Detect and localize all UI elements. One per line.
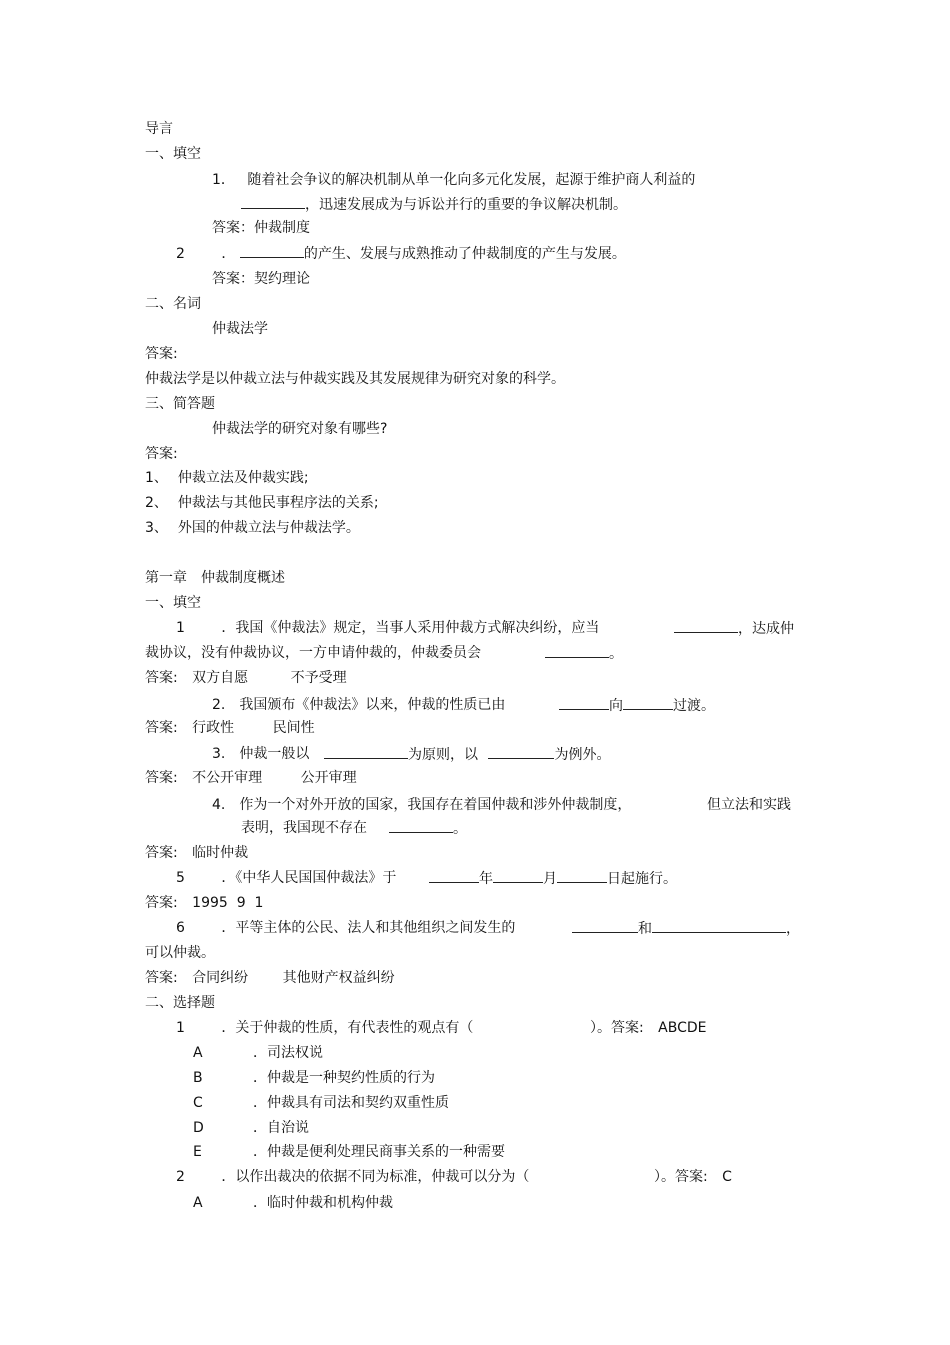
ch1-q6-line1: [176, 919, 515, 937]
choice-option: [193, 1044, 323, 1062]
option-letter: D: [193, 1120, 204, 1136]
list-text: 仲裁法与其他民事程序法的关系;: [177, 495, 379, 511]
question-number: 5: [176, 870, 185, 886]
option-letter: A: [193, 1045, 203, 1061]
ch1-choice-q1: [176, 1019, 473, 1037]
answer-value: C: [722, 1169, 732, 1185]
ch1-q2-line: [212, 696, 505, 714]
question-text: ．以作出裁决的依据不同为标准，仲裁可以分为（: [221, 1169, 530, 1185]
ch1-q5-line: [176, 869, 396, 887]
question-number: 1．: [212, 172, 235, 188]
option-letter: B: [193, 1070, 203, 1086]
ch1-q1-line1-end: [674, 619, 794, 638]
question-number: 2: [176, 1169, 185, 1185]
intro-short-heading: 三、简答题: [145, 396, 215, 412]
answer-blank: [241, 195, 305, 209]
answer-blank: [429, 869, 479, 883]
choice-option: [193, 1143, 505, 1161]
list-number: 2、: [145, 495, 168, 511]
question-text: 向: [609, 698, 623, 714]
answer-value: 双方自愿: [192, 670, 249, 686]
intro-term-item: 仲裁法学: [212, 321, 268, 337]
question-text: ．我国《仲裁法》规定，当事人采用仲裁方式解决纠纷，应当: [221, 620, 600, 636]
ch1-q2-line-end: [559, 696, 715, 715]
option-text: ．临时仲裁和机构仲裁: [253, 1195, 393, 1211]
chapter1-fill-heading: 一、填空: [145, 595, 201, 611]
question-text: 4. 作为一个对外开放的国家，我国存在着国仲裁和涉外仲裁制度，: [212, 797, 632, 813]
question-text: 表明，我国现不存在: [241, 820, 367, 836]
ch1-q3-answer: [145, 769, 357, 787]
question-dot: ．: [221, 246, 236, 262]
option-text: ．仲裁是便利处理民商事关系的一种需要: [253, 1144, 505, 1160]
answer-value: 1995 9 1: [192, 895, 264, 911]
intro-term-answer-text: 仲裁法学是以仲裁立法与仲裁实践及其发展规律为研究对象的科学。: [145, 371, 565, 387]
question-text: 2. 我国颁布《仲裁法》以来，仲裁的性质已由: [212, 697, 506, 713]
option-text: ．仲裁具有司法和契约双重性质: [253, 1095, 449, 1111]
ch1-q1-answer: [145, 669, 347, 687]
choice-option: [193, 1119, 309, 1137]
ch1-choice-q1-end: [590, 1019, 707, 1037]
question-text: ，: [786, 921, 800, 937]
question-text: 。: [609, 646, 623, 662]
answer-label: 答案:: [145, 970, 178, 986]
ch1-q5-line-end: [429, 869, 677, 888]
list-number: 1、: [145, 470, 168, 486]
question-text: ，迅速发展成为与诉讼并行的重要的争议解决机制。: [305, 197, 627, 213]
answer-label: 答案:: [145, 670, 178, 686]
question-text: ．《中华人民国国仲裁法》于: [221, 870, 397, 886]
answer-blank: [324, 745, 408, 759]
question-text: 年: [479, 871, 493, 887]
answer-value: ABCDE: [658, 1020, 707, 1036]
answer-blank: [572, 919, 638, 933]
answer-blank: [623, 696, 673, 710]
choice-option: [193, 1069, 435, 1087]
answer-blank: [493, 869, 543, 883]
answer-value: 行政性: [192, 720, 235, 736]
intro-q2-line: [176, 244, 626, 263]
question-text: ．关于仲裁的性质，有代表性的观点有（: [221, 1020, 474, 1036]
question-text: 月: [543, 871, 557, 887]
answer-label: 答案:: [145, 770, 178, 786]
answer-value: 民间性: [272, 720, 315, 736]
question-text: 为原则，以: [408, 747, 478, 763]
ch1-q4-line1: [212, 796, 631, 814]
question-text: 和: [638, 921, 652, 937]
question-number: 1: [176, 620, 185, 636]
answer-blank: [674, 619, 738, 633]
answer-value: 公开审理: [300, 770, 357, 786]
option-letter: A: [193, 1195, 203, 1211]
question-text: ）。答案:: [654, 1169, 708, 1185]
intro-title: 导言: [145, 121, 173, 137]
list-number: 3、: [145, 520, 168, 536]
list-text: 仲裁立法及仲裁实践;: [177, 470, 309, 486]
intro-short-question: 仲裁法学的研究对象有哪些?: [212, 421, 388, 437]
answer-label: 答案:: [145, 895, 178, 911]
answer-value: 临时仲裁: [192, 845, 249, 861]
answer-label: 答案:: [145, 720, 178, 736]
list-item: [145, 519, 360, 537]
ch1-q2-answer: [145, 719, 315, 737]
list-item: [145, 494, 379, 512]
intro-q2-answer: 答案：契约理论: [212, 271, 310, 287]
chapter1-choice-heading: 二、选择题: [145, 995, 215, 1011]
ch1-q5-answer: [145, 894, 263, 912]
answer-blank: [545, 644, 609, 658]
question-text: 随着社会争议的解决机制从单一化向多元化发展，起源于维护商人利益的: [247, 172, 696, 188]
answer-blank: [652, 919, 786, 933]
ch1-q4-line1-end: 但立法和实践: [707, 797, 791, 813]
intro-short-answer-label: 答案:: [145, 446, 178, 462]
answer-value: 合同纠纷: [192, 970, 249, 986]
answer-blank: [488, 745, 554, 759]
question-text: 过渡。: [673, 698, 715, 714]
intro-fill-heading: 一、填空: [145, 146, 201, 162]
answer-blank: [559, 696, 609, 710]
ch1-q4-answer: [145, 844, 248, 862]
question-text: 日起施行。: [607, 871, 677, 887]
answer-blank: [389, 819, 453, 833]
answer-blank: [240, 244, 304, 258]
question-text: 。: [453, 821, 467, 837]
option-text: ．自治说: [253, 1120, 309, 1136]
option-letter: C: [193, 1095, 203, 1111]
question-number: 1: [176, 1020, 185, 1036]
list-text: 外国的仲裁立法与仲裁法学。: [177, 520, 360, 536]
intro-q1-answer: 答案：仲裁制度: [212, 220, 310, 236]
option-text: ．仲裁是一种契约性质的行为: [253, 1070, 435, 1086]
answer-value: 不予受理: [290, 670, 347, 686]
intro-term-heading: 二、名词: [145, 296, 201, 312]
question-text: ）。答案:: [590, 1020, 644, 1036]
ch1-choice-q2: [176, 1168, 529, 1186]
answer-value: 其他财产权益纠纷: [282, 970, 395, 986]
option-text: ．司法权说: [253, 1045, 323, 1061]
answer-value: 不公开审理: [192, 770, 263, 786]
ch1-q6-line2: 可以仲裁。: [145, 945, 215, 961]
ch1-q3-line-end: [324, 745, 610, 764]
question-text: 3. 仲裁一般以: [212, 746, 310, 762]
ch1-q6-line1-end: [572, 919, 800, 938]
option-letter: E: [193, 1144, 202, 1160]
ch1-q1-line2: [145, 644, 481, 662]
ch1-q1-line2-end: [545, 644, 623, 663]
question-text: 为例外。: [554, 747, 611, 763]
ch1-choice-q2-end: [654, 1168, 732, 1186]
answer-blank: [557, 869, 607, 883]
choice-option: [193, 1194, 393, 1212]
ch1-q3-line: [212, 745, 309, 763]
list-item: [145, 469, 309, 487]
answer-label: 答案:: [145, 845, 178, 861]
ch1-q6-answer: [145, 969, 395, 987]
choice-option: [193, 1094, 449, 1112]
ch1-q4-line2-end: [389, 819, 467, 838]
chapter1-title: 第一章 仲裁制度概述: [145, 570, 285, 586]
intro-q1-line2: [241, 195, 627, 214]
question-number: 2: [176, 246, 185, 262]
intro-q1-line1: [212, 171, 695, 189]
ch1-q4-line2: [241, 819, 367, 837]
question-number: 6: [176, 920, 185, 936]
ch1-q1-line1: [176, 619, 599, 637]
question-text: 的产生、发展与成熟推动了仲裁制度的产生与发展。: [303, 246, 626, 262]
question-text: 裁协议，没有仲裁协议，一方申请仲裁的，仲裁委员会: [145, 645, 481, 661]
question-text: ．平等主体的公民、法人和其他组织之间发生的: [221, 920, 516, 936]
intro-term-answer-label: 答案:: [145, 346, 178, 362]
question-text: ，达成仲: [738, 621, 794, 637]
